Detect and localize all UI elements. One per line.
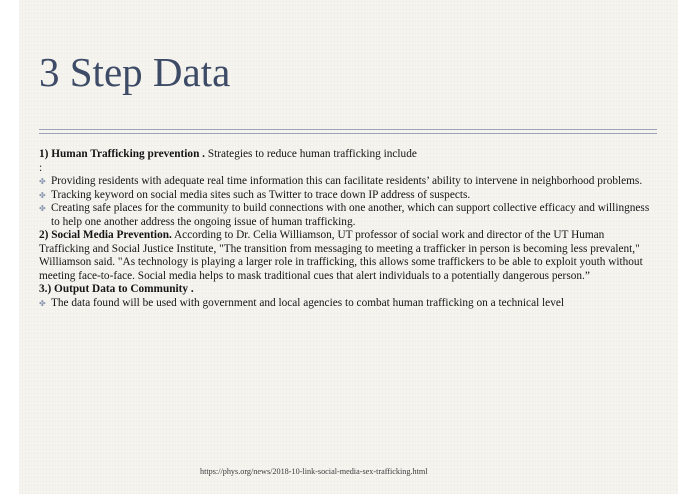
- section-1-colon: :: [39, 161, 43, 174]
- sparkle-bullet-icon: ✤: [39, 298, 46, 308]
- section-3-intro: [39, 283, 651, 297]
- slide-body: [39, 148, 651, 310]
- sparkle-bullet-icon: ✤: [39, 204, 46, 213]
- source-link[interactable]: https://phys.org/news/2018-10-link-social-media-sex-trafficking.html: [200, 467, 428, 476]
- section-3-heading: 3.) Output Data to Community .: [39, 283, 194, 295]
- section-3-bullet-list: [39, 297, 651, 311]
- section-2-paragraph: [39, 229, 651, 283]
- section-1-heading: 1) Human Trafficking prevention .: [39, 148, 206, 160]
- section-1-bullet-list: [39, 175, 651, 229]
- bullet-text: Providing residents with adequate real time information this can facilitate residents’ ability to intervene in neighborhood problems.: [51, 175, 643, 187]
- sparkle-bullet-icon: ✤: [39, 177, 46, 186]
- bullet-text: The data found will be used with government and local agencies to combat human trafficking on a technical level: [51, 296, 564, 309]
- bullet-item: [39, 202, 651, 229]
- section-2-text: According to Dr. Celia Williamson, UT professor of social work and director of the UT Human Trafficking and Social Justice Institute, "The transition from messaging to meeting a trafficker in person is becoming less prevalent," Williamson said. "As technology is playing a larger role in trafficking, this allows some traffickers to be able to exploit youth without meeting face-to-face. Social media helps to mask traditional cues that alert individuals to a potentially dangerous person.”: [39, 229, 643, 282]
- sparkle-bullet-icon: ✤: [39, 190, 46, 200]
- slide-title: 3 Step Data: [39, 49, 231, 95]
- bullet-item: [39, 189, 651, 203]
- section-1-text: Strategies to reduce human trafficking include: [205, 148, 417, 160]
- bullet-item: [39, 175, 651, 189]
- bullet-text: Tracking keyword on social media sites such as Twitter to trace down IP address of suspects.: [51, 188, 471, 201]
- bullet-text: Creating safe places for the community to build connections with one another, which can support collective efficacy and willingness to help one another address the ongoing issue of human trafficking.: [51, 202, 650, 228]
- slide: [19, 0, 678, 494]
- title-rule-lower: [39, 133, 657, 134]
- title-rule-upper: [39, 129, 657, 130]
- section-2-heading: 2) Social Media Prevention.: [39, 229, 172, 241]
- bullet-item: [39, 297, 651, 311]
- section-1-intro: [39, 148, 651, 162]
